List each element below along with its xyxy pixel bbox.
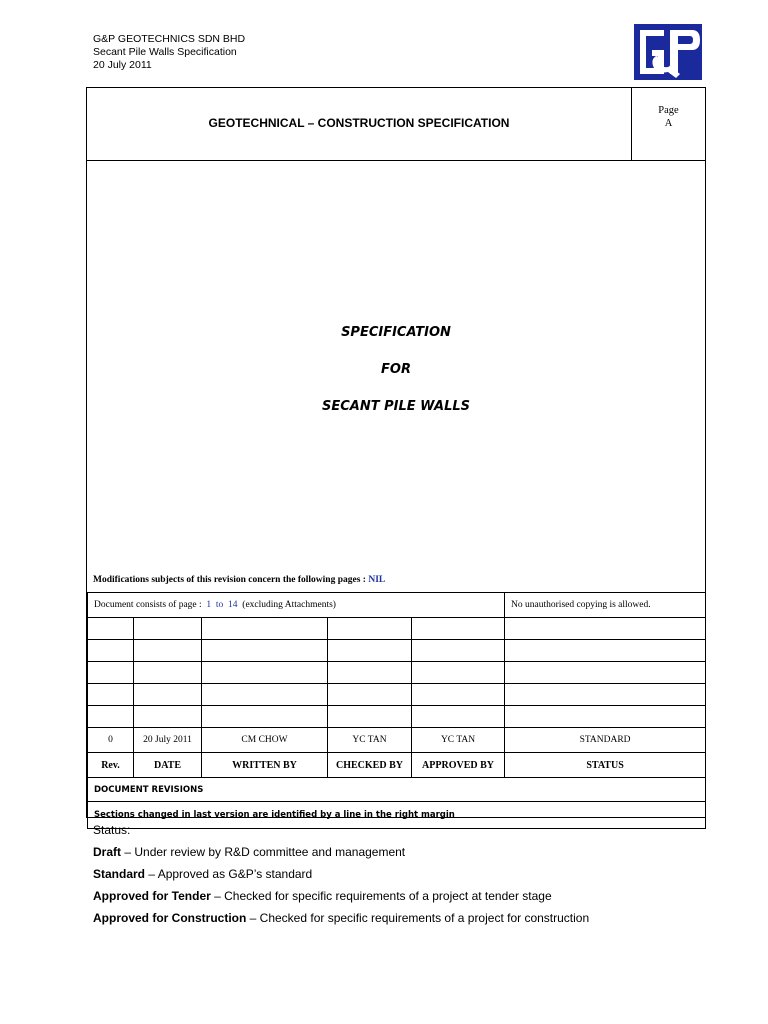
modifications-label: Modifications subjects of this revision concern the following pages :	[93, 575, 366, 585]
status-legend	[93, 823, 589, 933]
page-count-cell: Document consists of page : 1 to 14 (excluding Attachments)	[88, 593, 505, 618]
column-header-row	[88, 753, 706, 778]
main-title-line3: SECANT PILE WALLS	[321, 399, 471, 414]
page-from: 1	[206, 600, 212, 610]
rev-number: 0	[88, 728, 134, 753]
col-approved-by: APPROVED BY	[412, 753, 505, 778]
company-logo	[630, 22, 706, 82]
document-info-row	[88, 593, 706, 618]
rev-date: 20 July 2011	[134, 728, 202, 753]
status-item-tender: Approved for Tender – Checked for specific requirements of a project at tender stage	[93, 889, 552, 903]
table-row	[88, 640, 706, 662]
rev-status: STANDARD	[505, 728, 706, 753]
main-title-line1: SPECIFICATION	[341, 325, 451, 340]
revision-table	[87, 592, 706, 829]
rev-written-by: CM CHOW	[202, 728, 328, 753]
company-name: G&P GEOTECHNICS SDN BHD	[93, 33, 246, 45]
modifications-value: NIL	[368, 575, 386, 585]
rev-approved-by: YC TAN	[412, 728, 505, 753]
col-checked-by: CHECKED BY	[328, 753, 412, 778]
specification-frame	[86, 87, 706, 818]
status-item-construction: Approved for Construction – Checked for specific requirements of a project for construction	[93, 911, 590, 925]
col-rev: Rev.	[88, 753, 134, 778]
rev-checked-by: YC TAN	[328, 728, 412, 753]
main-title-line2: FOR	[381, 362, 411, 377]
table-row	[88, 706, 706, 728]
revisions-title: DOCUMENT REVISIONS	[88, 778, 706, 802]
specification-title: GEOTECHNICAL – CONSTRUCTION SPECIFICATION	[208, 116, 510, 130]
page-to: 14	[228, 600, 238, 610]
copy-notice: No unauthorised copying is allowed.	[505, 593, 706, 618]
table-row	[88, 684, 706, 706]
table-row	[88, 662, 706, 684]
revision-row	[88, 728, 706, 753]
col-status: STATUS	[505, 753, 706, 778]
excluding-note: (excluding Attachments)	[242, 600, 336, 610]
status-item-standard: Standard – Approved as G&P’s standard	[93, 867, 313, 881]
col-date: DATE	[134, 753, 202, 778]
page-label: Page	[658, 105, 679, 116]
revisions-note: Sections changed in last version are identified by a line in the right margin	[88, 802, 706, 829]
document-title: Secant Pile Walls Specification	[93, 46, 237, 58]
revisions-title-row	[88, 778, 706, 802]
col-written-by: WRITTEN BY	[202, 753, 328, 778]
page-to-word: to	[215, 600, 224, 610]
status-heading: Status:	[93, 823, 131, 837]
document-header	[93, 33, 245, 72]
page-cell	[631, 88, 705, 160]
title-row	[87, 88, 705, 161]
page-value: A	[664, 118, 673, 129]
document-date: 20 July 2011	[93, 59, 152, 71]
modifications-line	[93, 575, 385, 585]
status-item-draft: Draft – Under review by R&D committee and management	[93, 845, 406, 859]
table-row	[88, 618, 706, 640]
